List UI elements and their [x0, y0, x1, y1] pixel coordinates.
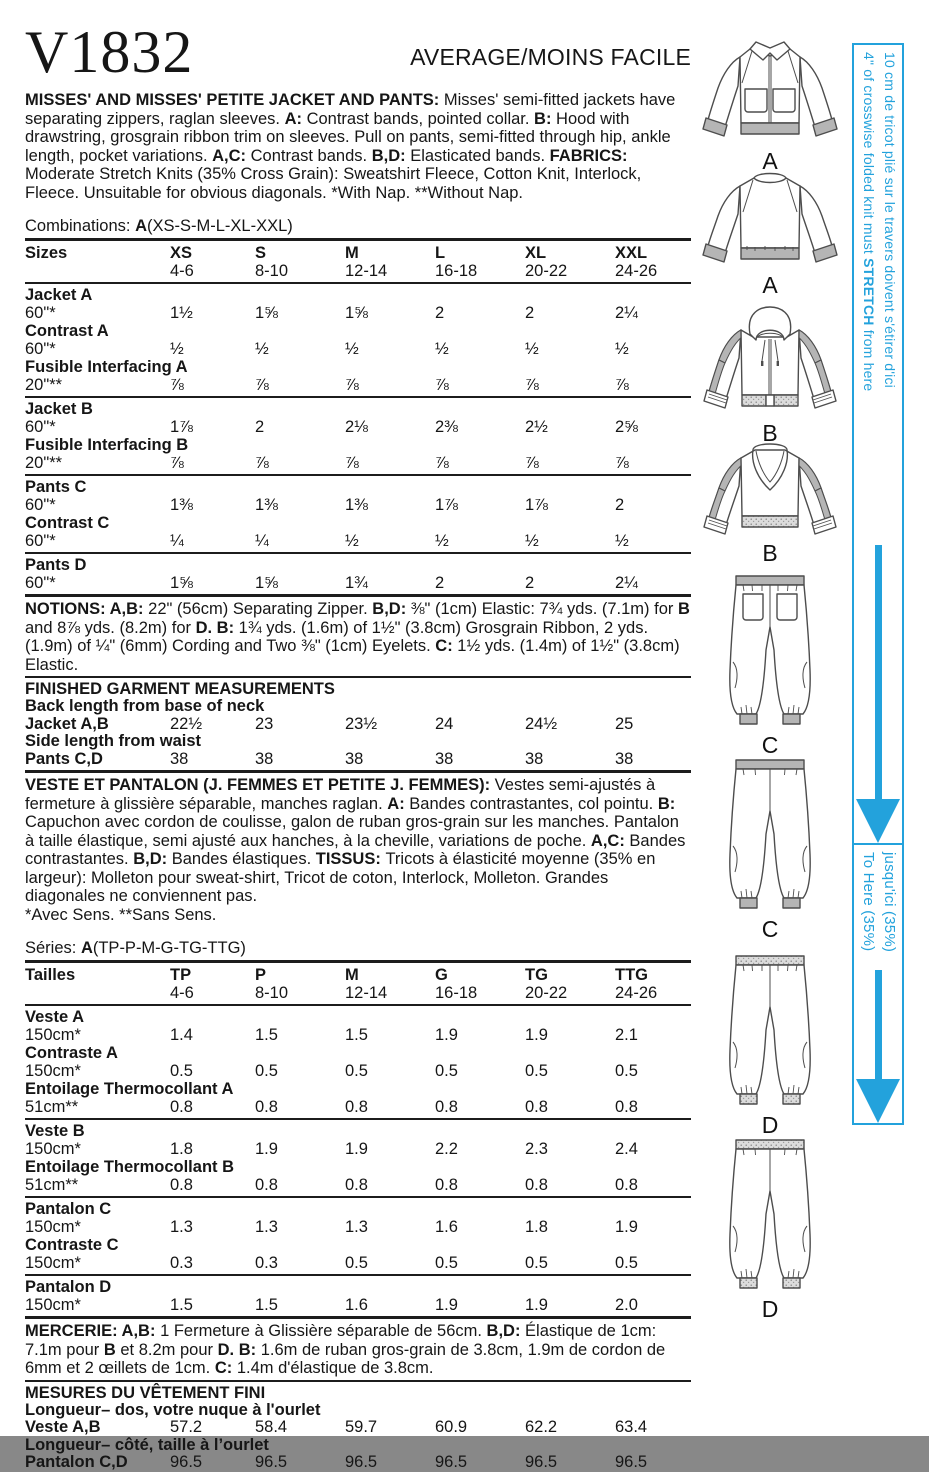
yardage-value: 2¼: [615, 304, 638, 322]
yardage-value: 1⅝: [170, 574, 193, 592]
pattern-number: V1832: [25, 19, 194, 85]
measurement-value: 96.5: [525, 1453, 558, 1471]
yardage-group-row: [25, 286, 691, 304]
measurement-value: 62.2: [525, 1418, 558, 1436]
yardage-value-row: [25, 1296, 691, 1314]
section-divider: [25, 1380, 691, 1382]
yardage-group-label: Entoilage Thermocollant B: [25, 1158, 235, 1176]
yardage-value: 1.9: [255, 1140, 278, 1158]
measurement-row: [25, 751, 691, 769]
yardage-value-row: [25, 1026, 691, 1044]
yardage-group-row: [25, 1236, 691, 1254]
yardage-value: 0.5: [525, 1062, 548, 1080]
mercerie-paragraph: MERCERIE: A,B: 1 Fermeture à Glissière séparable de 56cm. B,D: Élastique de 1cm: 7.1m pour B et 8.2m pour D. B: 1.6m de ruban gros-grain de 3.8cm, 1.9m de cordon de 6mm et 2 œillets de 1cm. C: 1.4m d'élastique de 3.8cm.: [25, 1322, 666, 1377]
yardage-group-row: [25, 1080, 691, 1098]
measurement-value: 96.5: [170, 1453, 203, 1471]
yardage-value: 0.5: [345, 1062, 368, 1080]
yardage-value: 0.5: [615, 1254, 638, 1272]
measurement-value: 96.5: [345, 1453, 378, 1471]
finished-measurements-rows-fr: [25, 1402, 691, 1472]
yardage-value-row: [25, 1176, 691, 1194]
yardage-value: 1⅝: [345, 304, 368, 322]
view-label: D: [761, 1112, 779, 1138]
size-range: 24-26: [615, 984, 658, 1002]
size-column-header: [345, 244, 435, 280]
section-divider: [25, 676, 691, 678]
size-column-header: [435, 966, 525, 1002]
yardage-value-row: [25, 1140, 691, 1158]
finished-measurements-english: [25, 680, 691, 768]
yardage-value: ¼: [255, 532, 269, 550]
yardage-value: ⅞: [525, 376, 539, 394]
size-column-header: [170, 244, 255, 280]
view-label: A: [762, 148, 778, 174]
measurement-value: 58.4: [255, 1418, 288, 1436]
yardage-value: ½: [255, 340, 269, 358]
yardage-value-row: [25, 304, 691, 322]
size-name: G: [435, 966, 448, 984]
yardage-group-label: Contraste A: [25, 1044, 118, 1062]
fabric-width: 150cm*: [25, 1140, 81, 1158]
measurement-value: 96.5: [435, 1453, 468, 1471]
yardage-value: 0.3: [255, 1254, 278, 1272]
yardage-value: 2: [435, 574, 445, 592]
table-rule: [25, 594, 691, 597]
table-header-row: [25, 244, 691, 280]
yardage-value: ½: [435, 532, 449, 550]
yardage-value: 1.8: [170, 1140, 193, 1158]
pants-d-front-drawing: [690, 950, 850, 1137]
yardage-value: 2.1: [615, 1026, 638, 1044]
yardage-value-row: [25, 574, 691, 592]
measurement-value: 59.7: [345, 1418, 378, 1436]
yardage-value: 0.5: [615, 1062, 638, 1080]
measurement-value: 38: [345, 749, 364, 768]
yardage-group-row: [25, 1008, 691, 1026]
yardage-value: 1.5: [255, 1296, 278, 1314]
yardage-group-label: Contrast C: [25, 514, 110, 532]
yardage-value-row: [25, 1218, 691, 1236]
yardage-value: 1.9: [435, 1026, 458, 1044]
yardage-value: 0.8: [615, 1098, 638, 1116]
fabric-width: 150cm*: [25, 1062, 81, 1080]
yardage-value: 1.9: [435, 1296, 458, 1314]
finished-measurements-title-en: FINISHED GARMENT MEASUREMENTS: [25, 680, 335, 698]
yardage-value: 0.5: [525, 1254, 548, 1272]
yardage-table-french: [25, 960, 691, 1319]
yardage-value-row: [25, 532, 691, 550]
size-name: S: [255, 244, 267, 262]
jacket-a-back-drawing: [690, 168, 850, 297]
fabric-width: 60"*: [25, 532, 56, 550]
yardage-value: 2.2: [435, 1140, 458, 1158]
view-label: C: [761, 732, 779, 758]
size-name: XXL: [615, 244, 648, 262]
yardage-value-row: [25, 454, 691, 472]
size-range: 20-22: [525, 262, 568, 280]
yardage-value: 1⅞: [435, 496, 458, 514]
yardage-value: 0.5: [435, 1254, 458, 1272]
yardage-value: ⅞: [435, 454, 449, 472]
yardage-group-label: Jacket B: [25, 400, 93, 418]
combinations-line: Combinations: A(XS-S-M-L-XL-XXL): [25, 217, 293, 235]
size-name: XL: [525, 244, 547, 262]
table-rule: [25, 396, 691, 398]
yardage-group-label: Pantalon C: [25, 1200, 112, 1218]
table-rule: [25, 1004, 691, 1006]
size-range: 8-10: [255, 984, 289, 1002]
view-label: A: [762, 272, 778, 298]
size-column-header: [170, 966, 255, 1002]
size-range: 24-26: [615, 262, 658, 280]
yardage-value: 0.8: [525, 1098, 548, 1116]
yardage-value: 1.9: [615, 1218, 638, 1236]
yardage-value-row: [25, 1062, 691, 1080]
view-label: B: [762, 540, 778, 566]
measurement-value: 24½: [525, 714, 558, 733]
yardage-value: 1.5: [170, 1296, 193, 1314]
size-name: TTG: [615, 966, 648, 984]
yardage-value: ⅞: [615, 454, 629, 472]
yardage-group-row: [25, 1122, 691, 1140]
measurement-heading: Longueur– dos, votre nuque à l'ourlet: [25, 1400, 321, 1419]
yardage-group-row: [25, 1200, 691, 1218]
fabric-width: 60"*: [25, 418, 56, 436]
yardage-group-label: Pants C: [25, 478, 87, 496]
yardage-value: 2⅛: [345, 418, 368, 436]
yardage-group-label: Veste A: [25, 1008, 85, 1026]
size-name: P: [255, 966, 267, 984]
yardage-value: 1⅜: [255, 496, 278, 514]
yardage-group-row: [25, 556, 691, 574]
yardage-value-row: [25, 340, 691, 358]
pants-c-back-drawing: [690, 754, 850, 941]
yardage-group-label: Entoilage Thermocollant A: [25, 1080, 234, 1098]
fabric-width: 60"*: [25, 304, 56, 322]
fabric-width: 60"*: [25, 340, 56, 358]
yardage-value: 2: [435, 304, 445, 322]
yardage-value: 1⅜: [170, 496, 193, 514]
fabric-width: 60"*: [25, 496, 56, 514]
yardage-value: 2: [525, 304, 535, 322]
yardage-value: 0.3: [170, 1254, 193, 1272]
measurement-row: [25, 1454, 691, 1472]
down-arrow-icon: [854, 970, 902, 1123]
view-label: B: [762, 420, 778, 446]
measurement-value: 23: [255, 714, 274, 733]
yardage-group-row: [25, 514, 691, 532]
yardage-value: ⅞: [435, 376, 449, 394]
yardage-value: 2⅝: [615, 418, 638, 436]
measurement-label: Veste A,B: [25, 1418, 101, 1436]
yardage-value: 1.6: [435, 1218, 458, 1236]
yardage-value: 1⅜: [345, 496, 368, 514]
measurement-value: 25: [615, 714, 634, 733]
size-range: 4-6: [170, 262, 194, 280]
stretch-instruction-english: 4" of crosswise folded knit must STRETCH from here: [861, 52, 877, 392]
yardage-value: 2⅜: [435, 418, 458, 436]
stretch-instruction-french: 10 cm de tricot plié sur le travers doivent s'étirer d'ici: [882, 52, 898, 388]
measurement-value: 38: [255, 749, 274, 768]
yardage-value: ½: [615, 340, 629, 358]
table-rule: [25, 238, 691, 241]
yardage-value: 2¼: [615, 574, 638, 592]
yardage-value-row: [25, 496, 691, 514]
table-rule: [25, 1196, 691, 1198]
measurement-value: 38: [170, 749, 189, 768]
fabric-width: 20"**: [25, 376, 63, 394]
size-range: 16-18: [435, 262, 478, 280]
yardage-value: 1⅞: [525, 496, 548, 514]
yardage-value: ½: [345, 532, 359, 550]
yardage-value: 0.8: [345, 1098, 368, 1116]
yardage-value: 1.9: [345, 1140, 368, 1158]
yardage-value: ⅞: [525, 454, 539, 472]
jacket-a-front-drawing: [690, 36, 850, 173]
section-divider: [25, 770, 691, 773]
size-column-header: [255, 966, 345, 1002]
yardage-value: 1½: [170, 304, 193, 322]
yardage-group-row: [25, 358, 691, 376]
table-rule: [25, 474, 691, 476]
measurement-value: 24: [435, 714, 454, 733]
pants-c-front-drawing: [690, 570, 850, 757]
size-column-label: Sizes: [25, 244, 68, 262]
fabric-width: 60"*: [25, 574, 56, 592]
table-rule: [25, 282, 691, 284]
yardage-value: 0.8: [525, 1176, 548, 1194]
size-column-header: [255, 244, 345, 280]
table-rule: [25, 1118, 691, 1120]
yardage-value: 1.3: [345, 1218, 368, 1236]
size-column-header: [525, 966, 615, 1002]
measurement-label: Jacket A,B: [25, 714, 109, 733]
yardage-value-row: [25, 376, 691, 394]
stretch-gauge-lower-section: [854, 845, 902, 1123]
yardage-group-row: [25, 1158, 691, 1176]
table-rule: [25, 1274, 691, 1276]
yardage-value: 1.9: [525, 1296, 548, 1314]
yardage-group-label: Jacket A: [25, 286, 93, 304]
measurement-heading: Side length from waist: [25, 732, 202, 750]
notions-paragraph: NOTIONS: A,B: 22" (56cm) Separating Zipper. B,D: ⅜" (1cm) Elastic: 7¾ yds. (7.1m) for B and 8⅞ yds. (8.2m) for D. B: 1¾ yds. (1.6m) of 1½" (3.8cm) Grosgrain Ribbon, 2 yds. (1.9m) of ¼" (6mm) Cording and Two ⅜" (1cm) Eyelets. C: 1½ yds. (1.4m) of 1½" (3.8cm) Elastic.: [25, 600, 690, 674]
size-name: TP: [170, 966, 192, 984]
yardage-value: 0.5: [345, 1254, 368, 1272]
measurement-value: 60.9: [435, 1418, 468, 1436]
yardage-value: 2½: [525, 418, 548, 436]
yardage-value: ⅞: [345, 376, 359, 394]
yardage-value: 0.8: [435, 1176, 458, 1194]
yardage-value: 2: [615, 496, 625, 514]
finished-measurements-title-fr: MESURES DU VÊTEMENT FINI: [25, 1383, 266, 1402]
yardage-value: 1.3: [170, 1218, 193, 1236]
yardage-value: ⅞: [345, 454, 359, 472]
fabric-width: 51cm**: [25, 1098, 79, 1116]
size-range: 12-14: [345, 262, 388, 280]
size-range: 16-18: [435, 984, 478, 1002]
size-name: TG: [525, 966, 548, 984]
yardage-value: 0.8: [255, 1098, 278, 1116]
yardage-group-row: [25, 400, 691, 418]
yardage-value: 0.8: [435, 1098, 458, 1116]
table-rule: [25, 552, 691, 554]
measurement-label: Pantalon C,D: [25, 1453, 128, 1471]
yardage-value: 0.5: [255, 1062, 278, 1080]
yardage-value: 0.5: [170, 1062, 193, 1080]
yardage-value: 1¾: [345, 574, 368, 592]
fabric-width: 51cm**: [25, 1176, 79, 1194]
yardage-value: 1.9: [525, 1026, 548, 1044]
yardage-group-label: Pants D: [25, 556, 87, 574]
pants-d-back-drawing: [690, 1134, 850, 1321]
yardage-value: ⅞: [615, 376, 629, 394]
to-here-labels: [858, 852, 900, 952]
yardage-value: 1.5: [345, 1026, 368, 1044]
size-name: L: [435, 244, 446, 262]
fabric-width: 150cm*: [25, 1026, 81, 1044]
measurement-heading: Longueur– côté, taille à l’ourlet: [25, 1435, 269, 1454]
measurement-value: 96.5: [615, 1453, 648, 1471]
garment-views-column: [690, 0, 850, 1436]
down-arrow-icon: [854, 545, 902, 843]
yardage-group-row: [25, 322, 691, 340]
yardage-value-row: [25, 1098, 691, 1116]
table-rule: [25, 960, 691, 963]
stretch-gauge-instructions: [858, 52, 900, 391]
yardage-value: 0.8: [170, 1176, 193, 1194]
yardage-value: ½: [525, 340, 539, 358]
table-rule: [25, 1316, 691, 1319]
size-column-header: [525, 244, 615, 280]
yardage-group-label: Veste B: [25, 1122, 85, 1140]
yardage-value: ⅞: [170, 454, 184, 472]
yardage-value: 0.8: [255, 1176, 278, 1194]
hooded-jacket-b-back-drawing: [690, 438, 850, 565]
yardage-value: ½: [345, 340, 359, 358]
yardage-value: ½: [525, 532, 539, 550]
table-header-row: [25, 966, 691, 1002]
hooded-jacket-b-front-drawing: [690, 306, 850, 445]
yardage-value: 0.8: [170, 1098, 193, 1116]
yardage-value-row: [25, 1254, 691, 1272]
yardage-value: 0.5: [435, 1062, 458, 1080]
yardage-value: 2.4: [615, 1140, 638, 1158]
yardage-value: 1.4: [170, 1026, 193, 1044]
finished-measurements-rows-en: [25, 698, 691, 768]
nap-note-french: *Avec Sens. **Sans Sens.: [25, 905, 217, 924]
size-column-header: [615, 966, 691, 1002]
description-french: VESTE ET PANTALON (J. FEMMES ET PETITE J. FEMMES): Vestes semi-ajustés à fermeture à glissière séparable, manches raglan. A: Bandes contrastantes, col pointu. B: Capuchon avec cordon de coulisse, galon de ruban gros-grain sur les manches. Pantalon à taille élastique, semi ajusté aux hanches, à la cheville, variations de poche. A,C: Bandes contrastantes. B,D: Bandes élastiques. TISSUS: Tricots à élasticité moyenne (35% en largeur): Molleton pour sweat-shirt, Tricot de coton, Interlock, Molleton. Grandes diagonales ne conviennent pas.: [25, 776, 686, 905]
description-english: MISSES' AND MISSES' PETITE JACKET AND PANTS: Misses' semi-fitted jackets have separating zippers, raglan sleeves. A: Contrast bands, pointed collar. B: Hood with drawstring, grosgrain ribbon trim on sleeves. Pull on pants, semi-fitted through hip, ankle length, pocket variations. A,C: Contrast bands. B,D: Elasticated bands. FABRICS: Moderate Stretch Knits (35% Cross Grain): Sweatshirt Fleece, Cotton Knit, Interlock, Fleece. Unsuitable for obvious diagonals. *With Nap. **Without Nap.: [25, 91, 676, 202]
fabric-width: 150cm*: [25, 1218, 81, 1236]
yardage-value: ⅞: [255, 376, 269, 394]
size-name: M: [345, 244, 359, 262]
yardage-value: 2: [255, 418, 265, 436]
yardage-value: ¼: [170, 532, 184, 550]
size-column-header: [615, 244, 691, 280]
yardage-value: 1⅝: [255, 574, 278, 592]
size-name: XS: [170, 244, 193, 262]
yardage-table-english: [25, 238, 691, 597]
to-here-english: To Here (35%): [860, 852, 877, 952]
yardage-value: 1.8: [525, 1218, 548, 1236]
finished-measurements-french: [25, 1384, 691, 1472]
yardage-group-row: [25, 436, 691, 454]
measurement-value: 22½: [170, 714, 203, 733]
stretch-gauge-upper-section: [854, 45, 902, 845]
yardage-group-label: Contrast A: [25, 322, 109, 340]
measurement-heading: Back length from base of neck: [25, 697, 265, 715]
measurement-value: 57.2: [170, 1418, 203, 1436]
measurement-row: [25, 716, 691, 734]
yardage-group-label: Fusible Interfacing A: [25, 358, 188, 376]
measurement-label: Pants C,D: [25, 749, 103, 768]
yardage-value: ½: [615, 532, 629, 550]
yardage-group-row: [25, 478, 691, 496]
to-here-french: jusqu'ici (35%): [881, 852, 898, 953]
yardage-group-label: Fusible Interfacing B: [25, 436, 189, 454]
measurement-value: 38: [615, 749, 634, 768]
text-column: [25, 20, 691, 1472]
size-column-label: Tailles: [25, 966, 76, 984]
yardage-group-row: [25, 1278, 691, 1296]
yardage-group-label: Pantalon D: [25, 1278, 112, 1296]
yardage-value: 1.3: [255, 1218, 278, 1236]
view-label: C: [761, 916, 779, 942]
yardage-value: ½: [435, 340, 449, 358]
yardage-value: 1⅞: [170, 418, 193, 436]
yardage-value: ⅞: [170, 376, 184, 394]
size-range: 12-14: [345, 984, 388, 1002]
header: [25, 20, 691, 84]
yardage-value: 0.8: [345, 1176, 368, 1194]
measurement-row: [25, 1419, 691, 1437]
yardage-value: 1⅝: [255, 304, 278, 322]
measurement-value: 63.4: [615, 1418, 648, 1436]
size-column-header: [345, 966, 435, 1002]
measurement-value: 38: [525, 749, 544, 768]
measurement-value: 23½: [345, 714, 378, 733]
yardage-value: ½: [170, 340, 184, 358]
size-range: 8-10: [255, 262, 289, 280]
size-range: 4-6: [170, 984, 194, 1002]
fabric-width: 150cm*: [25, 1296, 81, 1314]
size-name: M: [345, 966, 359, 984]
yardage-value: 2.3: [525, 1140, 548, 1158]
fabric-width: 20"**: [25, 454, 63, 472]
fabric-width: 150cm*: [25, 1254, 81, 1272]
stretch-gauge: [852, 43, 904, 1125]
yardage-group-label: Contraste C: [25, 1236, 119, 1254]
size-column-header: [435, 244, 525, 280]
yardage-group-row: [25, 1044, 691, 1062]
measurement-value: 96.5: [255, 1453, 288, 1471]
size-range: 20-22: [525, 984, 568, 1002]
series-line: Séries: A(TP-P-M-G-TG-TTG): [25, 939, 246, 957]
yardage-value: 0.8: [615, 1176, 638, 1194]
yardage-value-row: [25, 418, 691, 436]
yardage-value: 1.6: [345, 1296, 368, 1314]
yardage-value: 2: [525, 574, 535, 592]
measurement-value: 38: [435, 749, 454, 768]
difficulty-label: AVERAGE/MOINS FACILE: [410, 44, 691, 70]
view-label: D: [761, 1296, 779, 1322]
yardage-value: 2.0: [615, 1296, 638, 1314]
yardage-value: ⅞: [255, 454, 269, 472]
yardage-value: 1.5: [255, 1026, 278, 1044]
